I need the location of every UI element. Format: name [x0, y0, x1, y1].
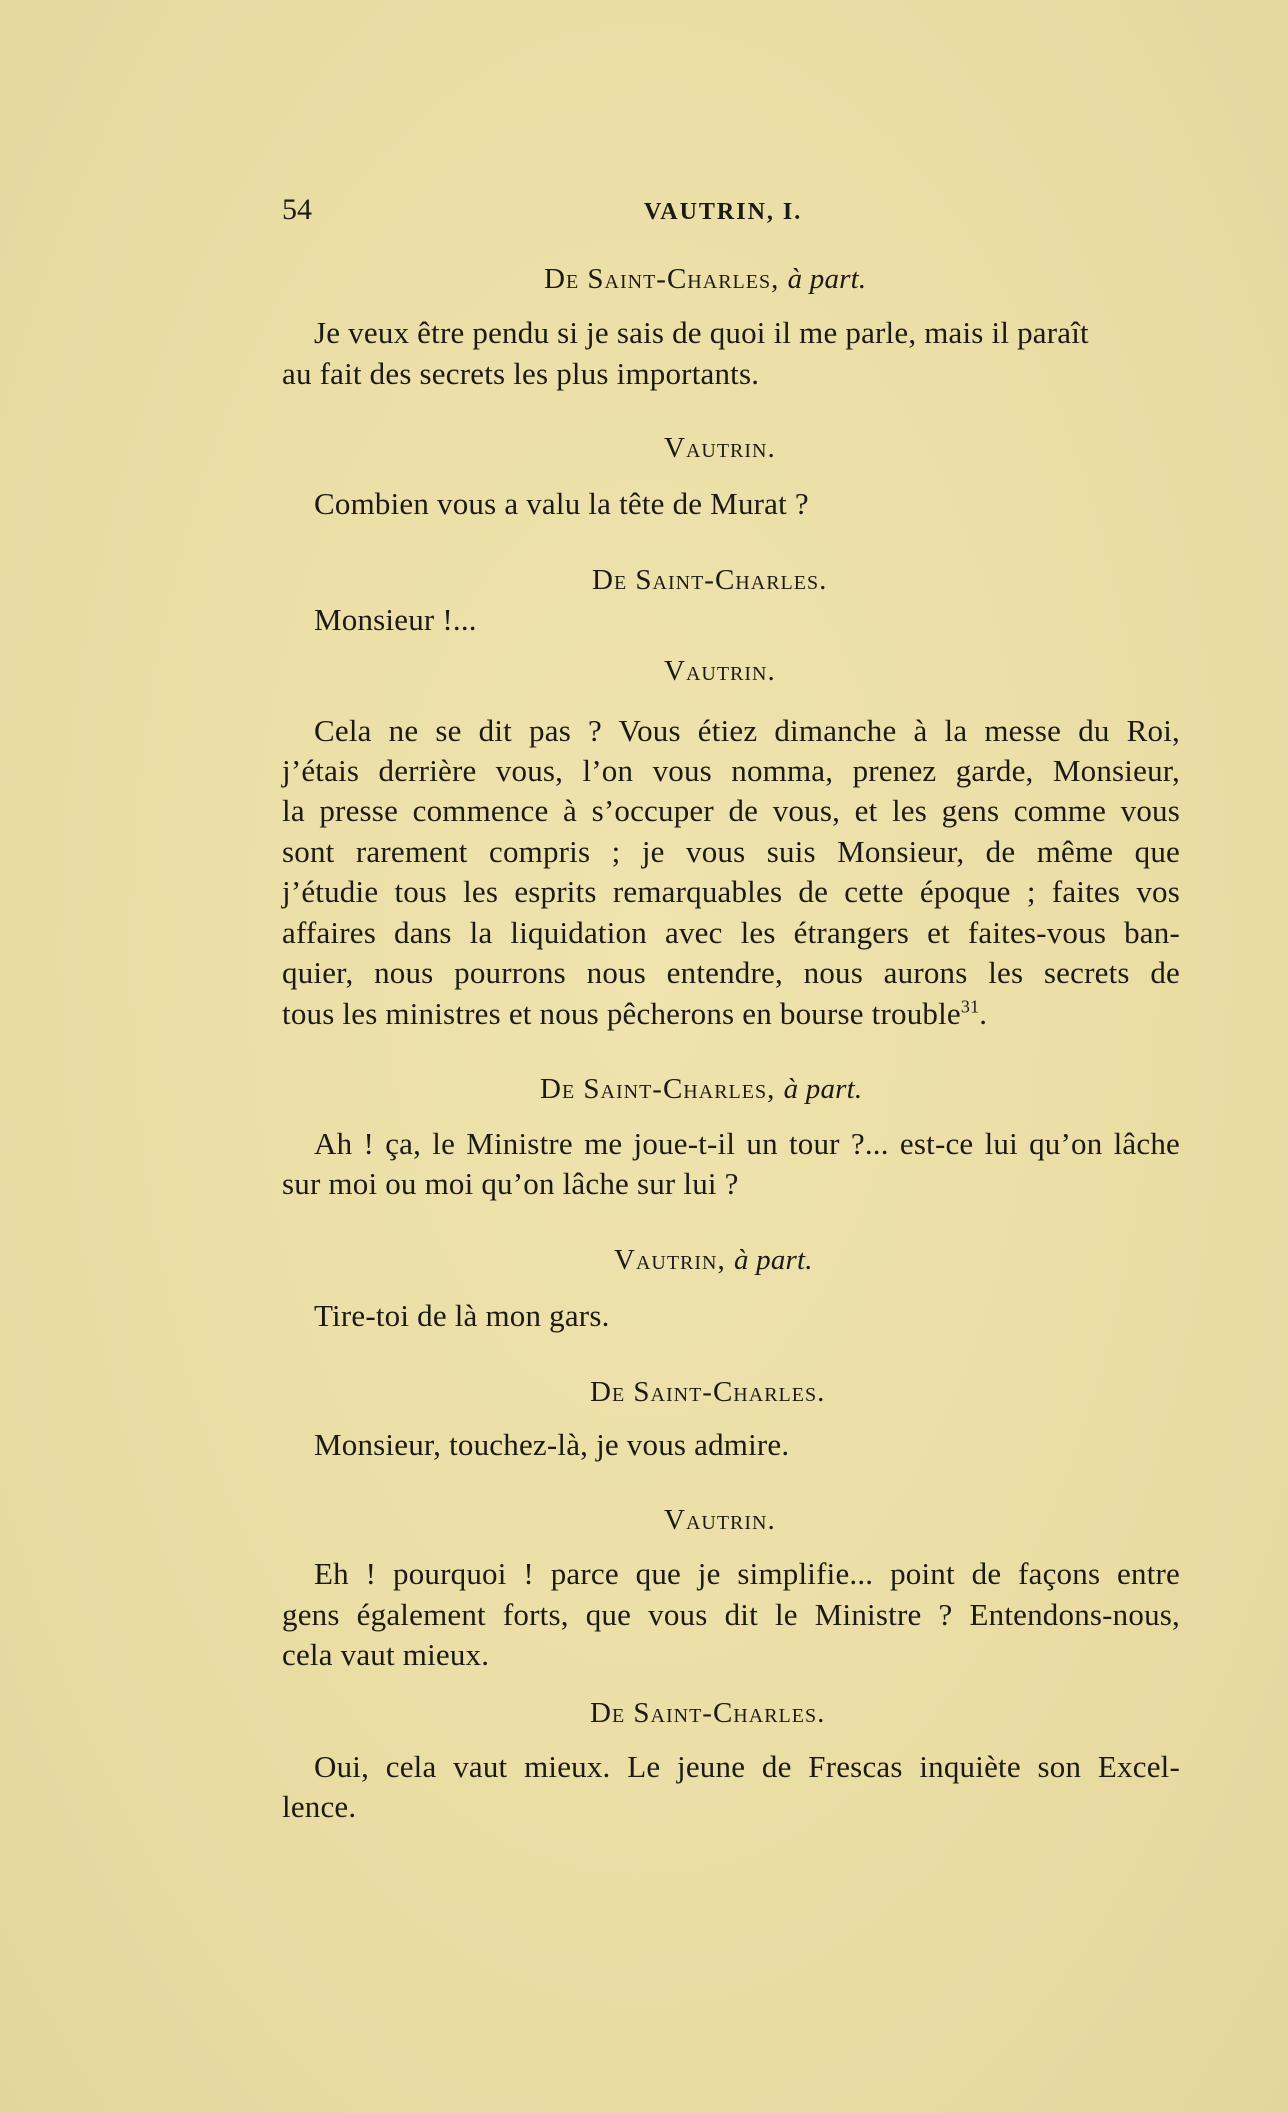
- speaker-heading: [614, 1240, 813, 1280]
- end-punctuation: .: [979, 996, 988, 1031]
- text-line: Je veux être pendu si je sais de quoi il me parle, mais il paraît: [314, 315, 1089, 350]
- speaker-name: Vautrin.: [664, 432, 776, 464]
- text-line: Eh ! pourquoi ! parce que je simplifie... point de façons entre: [314, 1556, 1180, 1591]
- speaker-name: De Saint-Charles,: [540, 1073, 776, 1105]
- text-line: Oui, cela vaut mieux. Le jeune de Frescas inquiète son Excel-: [314, 1749, 1180, 1784]
- stage-direction: à part.: [734, 1244, 813, 1276]
- speaker-heading: [544, 259, 866, 299]
- text-line: quier, nous pourrons nous entendre, nous aurons les secrets de: [282, 955, 1180, 990]
- speaker-name: Vautrin.: [664, 1504, 776, 1536]
- footnote-reference: 31: [960, 996, 980, 1017]
- text-line: Monsieur !...: [314, 602, 477, 637]
- text-line: cela vaut mieux.: [282, 1637, 490, 1672]
- text-line: la presse commence à s’occuper de vous, et les gens comme vous: [282, 793, 1180, 828]
- text-line: [282, 994, 987, 1034]
- text-line: gens également forts, que vous dit le Ministre ? Entendons-nous,: [282, 1597, 1180, 1632]
- speaker-name: Vautrin,: [614, 1244, 726, 1276]
- speaker-name: De Saint-Charles.: [592, 564, 828, 596]
- line-text: tous les ministres et nous pêcherons en bourse trouble: [282, 996, 961, 1031]
- text-line: Ah ! ça, le Ministre me joue-t-il un tour ?... est-ce lui qu’on lâche: [314, 1126, 1180, 1161]
- running-title: VAUTRIN, I.: [644, 199, 803, 225]
- text-line: au fait des secrets les plus importants.: [282, 356, 760, 391]
- speaker-name: De Saint-Charles.: [590, 1376, 826, 1408]
- text-line: Tire-toi de là mon gars.: [314, 1298, 610, 1333]
- speaker-heading: [590, 1693, 825, 1733]
- speaker-heading: [540, 1069, 862, 1109]
- text-line: Cela ne se dit pas ? Vous étiez dimanche à la messe du Roi,: [314, 713, 1180, 748]
- speaker-name: De Saint-Charles,: [544, 263, 780, 295]
- text-line: sont rarement compris ; je vous suis Monsieur, de même que: [282, 834, 1180, 869]
- text-line: j’étais derrière vous, l’on vous nomma, prenez garde, Monsieur,: [282, 753, 1180, 788]
- text-line: lence.: [282, 1789, 357, 1824]
- stage-direction: à part.: [787, 263, 867, 295]
- speaker-name: De Saint-Charles.: [590, 1697, 826, 1729]
- page-number: 54: [282, 193, 312, 226]
- text-line: j’étudie tous les esprits remarquables de cette époque ; faites vos: [282, 874, 1180, 909]
- text-line: affaires dans la liquidation avec les étrangers et faites-vous ban-: [282, 915, 1180, 950]
- text-line: Combien vous a valu la tête de Murat ?: [314, 486, 809, 521]
- speaker-heading: [590, 1372, 825, 1412]
- stage-direction: à part.: [783, 1073, 863, 1105]
- speaker-heading: [664, 428, 776, 468]
- text-line: Monsieur, touchez-là, je vous admire.: [314, 1427, 790, 1462]
- speaker-heading: [664, 1500, 776, 1540]
- speaker-heading: [664, 651, 776, 691]
- speaker-heading: [592, 560, 827, 600]
- speaker-name: Vautrin.: [664, 655, 776, 687]
- text-line: sur moi ou moi qu’on lâche sur lui ?: [282, 1166, 739, 1201]
